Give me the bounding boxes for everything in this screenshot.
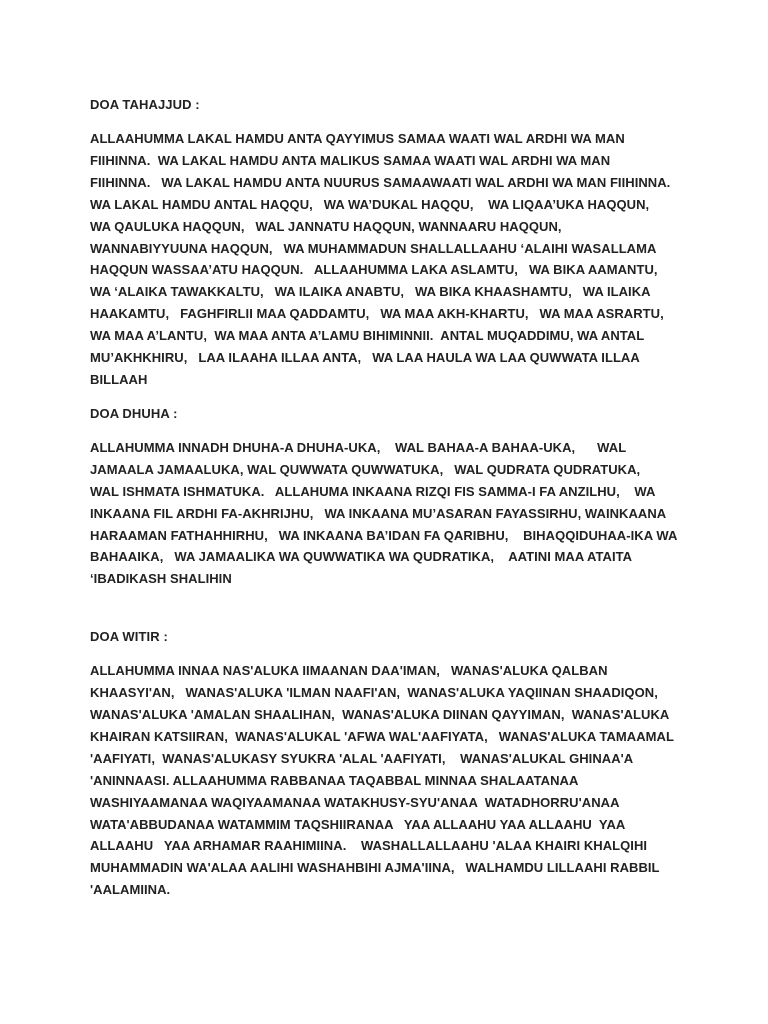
spacer <box>90 391 690 403</box>
paragraph-doa-dhuha: ALLAHUMMA INNADH DHUHA-A DHUHA-UKA, WAL BAHAA-A BAHAA-UKA, WAL JAMAALA JAMAALUKA, WAL QUWWATA QUWWATUKA, WAL QUDRATA QUDRATUKA, WAL ISHMATA ISHMATUKA. ALLAHUMA INKAANA RIZQI FIS SAMMA-I FA ANZILHU, WA INKAANA FIL ARDHI FA-AKHRIJHU, WA INKAANA MU’ASARAN FAYASSIRHU, WAINKAANA HARAAMAN FATHAHHIRHU, WA INKAANA BA’IDAN FA QARIBHU, BIHAQQIDUHAA-IKA WA BAHAAIKA, WA JAMAALIKA WA QUWWATIKA WA QUDRATIKA, AATINI MAA ATAITA ‘IBADIKASH SHALIHIN <box>90 439 678 587</box>
spacer <box>90 590 690 626</box>
heading-doa-witir: DOA WITIR : <box>90 629 168 645</box>
paragraph-doa-tahajjud: ALLAAHUMMA LAKAL HAMDU ANTA QAYYIMUS SAMAA WAATI WAL ARDHI WA MAN FIIHINNA. WA LAKAL HAMDU ANTA MALIKUS SAMAA WAATI WAL ARDHI WA MAN FIIHINNA. WA LAKAL HAMDU ANTA NUURUS SAMAAWAATI WAL ARDHI WA MAN FIIHINNA. WA LAKAL HAMDU ANTAL HAQQU, WA WA’DUKAL HAQQU, WA LIQAA’UKA HAQQUN, WA QAULUKA HAQQUN, WAL JANNATU HAQQUN, WANNAARU HAQQUN, WANNABIYYUUNA HAQQUN, WA MUHAMMADUN SHALLALLAAHU ‘ALAIHI WASALLAMA HAQQUN WASSAA’ATU HAQQUN. ALLAAHUMMA LAKA ASLAMTU, WA BIKA AAMANTU, WA ‘ALAIKA TAWAKKALTU, WA ILAIKA ANABTU, WA BIKA KHAASHAMTU, WA ILAIKA HAAKAMTU, FAGHFIRLII MAA QADDAMTU, WA MAA AKH-KHARTU, WA MAA ASRARTU, WA MAA A’LANTU, WA MAA ANTA A’LAMU BIHIMINNII. ANTAL MUQADDIMU, WA ANTAL MU’AKHKHIRU, LAA ILAAHA ILLAA ANTA, WA LAA HAULA WA LAA QUWWATA ILLAA BILLAAH <box>90 131 671 387</box>
document-body <box>90 94 690 901</box>
spacer <box>90 648 690 660</box>
spacer <box>90 116 690 128</box>
spacer <box>90 425 690 437</box>
paragraph-doa-witir: ALLAHUMMA INNAA NAS'ALUKA IIMAANAN DAA'IMAN, WANAS'ALUKA QALBAN KHAASYI'AN, WANAS'ALUKA 'ILMAN NAAFI'AN, WANAS'ALUKA YAQIINAN SHAADIQON, WANAS'ALUKA 'AMALAN SHAALIHAN, WANAS'ALUKA DIINAN QAYYIMAN, WANAS'ALUKA KHAIRAN KATSIIRAN, WANAS'ALUKAL 'AFWA WAL'AAFIYATA, WANAS'ALUKA TAMAAMAL 'AAFIYATI, WANAS'ALUKASY SYUKRA 'ALAL 'AAFIYATI, WANAS'ALUKAL GHINAA'A 'ANINNAASI. ALLAAHUMMA RABBANAA TAQABBAL MINNAA SHALAATANAA WASHIYAAMANAA WAQIYAAMANAA WATAKHUSY-SYU'ANAA WATADHORRU'ANAA WATA'ABBUDANAA WATAMMIM TAQSHIIRANAA YAA ALLAAHU YAA ALLAAHU YAA ALLAAHU YAA ARHAMAR RAAHIMIINA. WASHALLALLAAHU 'ALAA KHAIRI KHALQIHI MUHAMMADIN WA'ALAA AALIHI WASHAHBIHI AJMA'IINA, WALHAMDU LILLAAHI RABBIL 'AALAMIINA. <box>90 663 674 898</box>
heading-doa-dhuha: DOA DHUHA : <box>90 405 178 421</box>
heading-doa-tahajjud: DOA TAHAJJUD : <box>90 97 200 112</box>
